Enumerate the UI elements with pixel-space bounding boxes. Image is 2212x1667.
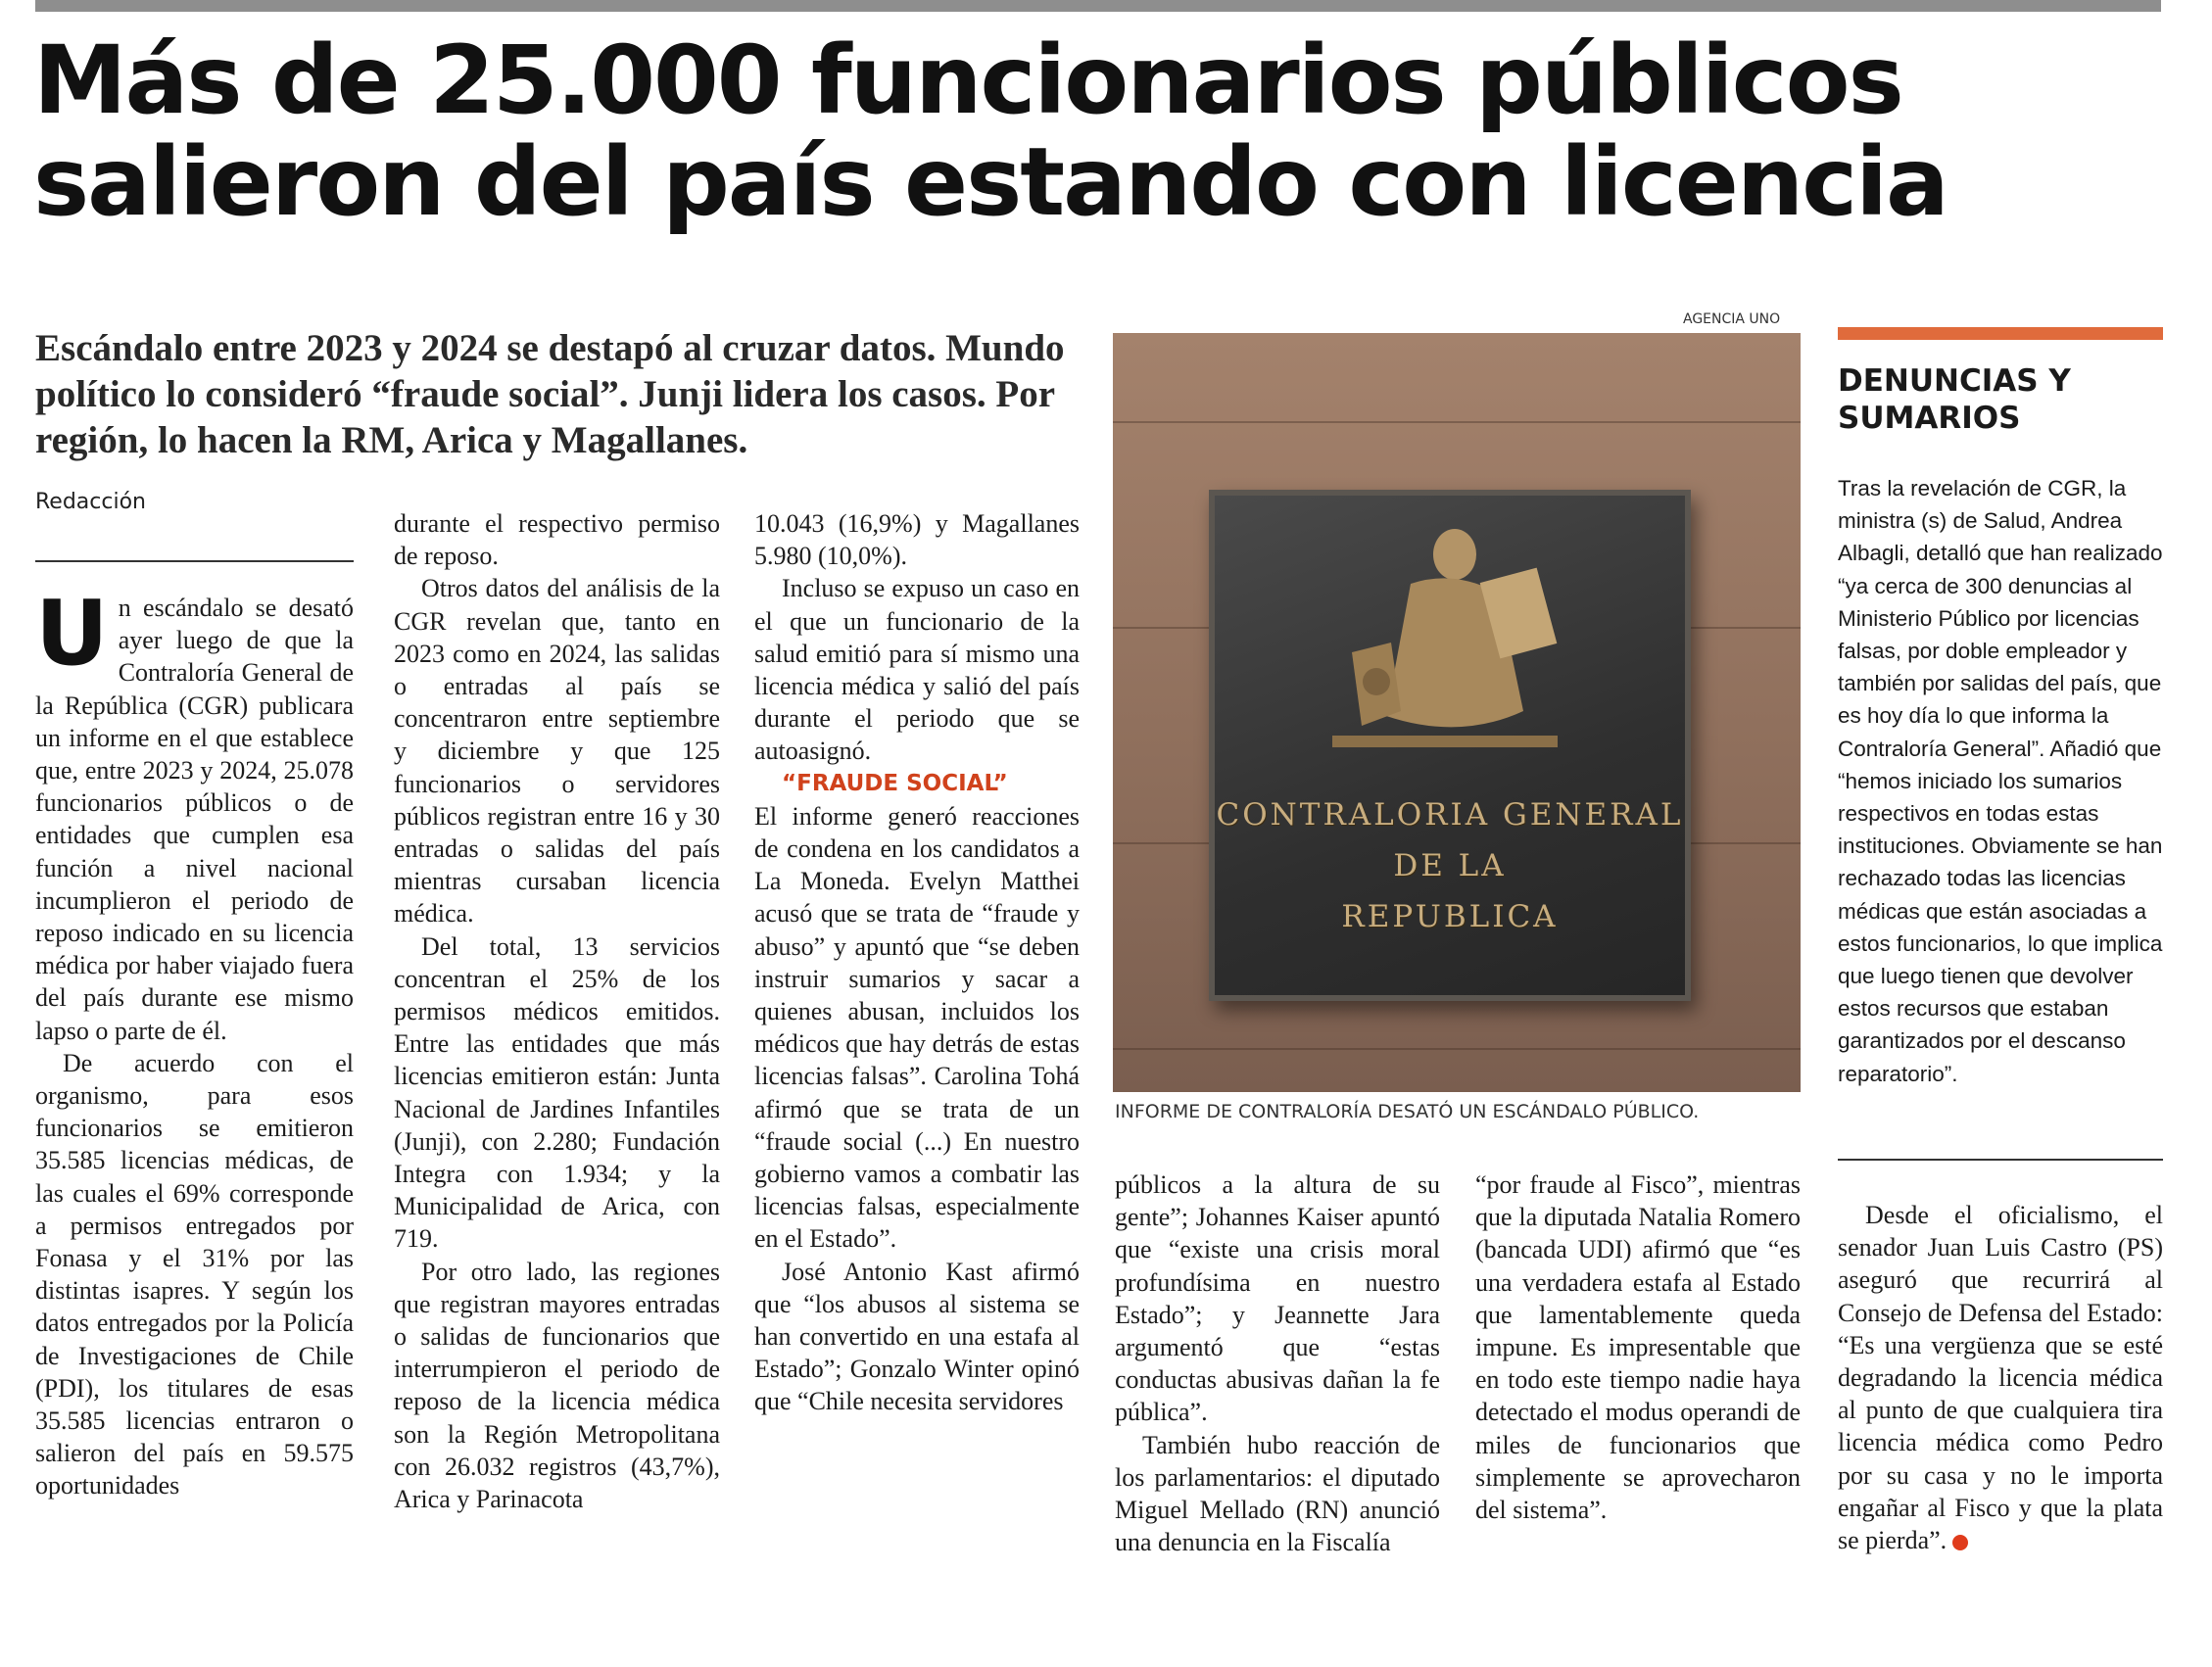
article-paragraph: Otros datos del análisis de la CGR revelan que, tanto en 2023 como en 2024, las salidas o entradas al país se concentraron entre septiembre y diciembre y que 125 funcionarios o servidores públicos registran entre 16 y 30 entradas o salidas del país mientras cursaban licencia médica. — [394, 574, 720, 929]
plaque-line: REPUBLICA — [1341, 899, 1559, 934]
sidebar-accent-bar — [1838, 327, 2163, 340]
top-rule — [35, 0, 2161, 12]
end-of-article-icon — [1952, 1535, 1968, 1550]
plaque-line: DE LA — [1393, 848, 1507, 883]
article-paragraph: “por fraude al Fisco”, mientras que la diputada Natalia Romero (bancada UDI) afirmó que “es una verdadera estafa al Estado que lamentablemente queda impune. Es impresentable que en todo este tiempo nadie haya detectado el modus operandi de miles de funcionarios que simplemente se aprovecharon del sistema”. — [1475, 1170, 1801, 1525]
article-paragraph: José Antonio Kast afirmó que “los abusos al sistema se han convertido en una estafa al Estado”; Gonzalo Winter opinó que “Chile necesita servidores — [754, 1257, 1080, 1416]
paragraph-text: Desde el oficialismo, el senador Juan Luis Castro (PS) aseguró que recurrirá al Consejo de Defensa del Estado: “Es una vergüenza que se esté degradando la licencia médica al punto de que cualquiera tira licencia médica como Pedro por su casa y no le importa engañar al Fisco y que la plata se pierda”. — [1838, 1201, 2163, 1555]
article-paragraph — [35, 581, 354, 1047]
article-column-3 — [754, 507, 1080, 1418]
paragraph-text: n escándalo se desató ayer luego de que la Contraloría General de la República (CGR) publicara un informe en el que establece que, entre 2023 y 2024, 25.078 funcionarios públicos o de entidades que cumplen esa función a nivel nacional incumplieron el periodo de reposo indicado en su licencia médica por haber viajado fuera del país durante ese mismo lapso o parte de él. — [35, 594, 354, 1045]
byline: Redacción — [35, 490, 146, 514]
article-column-6 — [1838, 1199, 2163, 1556]
article-paragraph: Del total, 13 servicios concentran el 25% de los permisos médicos emitidos. Entre las entidades que más licencias emitieron están: Junta Nacional de Jardines Infantiles (Junji), con 2.280; Fundación Integra con 1.934; y la Municipalidad de Arica, con 719. — [394, 931, 720, 1254]
plaque-line: CONTRALORIA GENERAL — [1216, 797, 1684, 833]
contraloria-plaque-photo — [1113, 333, 1801, 1092]
article-paragraph — [1838, 1199, 2163, 1556]
article-paragraph: públicos a la altura de su gente”; Johannes Kaiser apuntó que “existe una crisis moral profundísima en nuestro Estado”; y Jeannette Jara argumentó que “estas conductas abusivas dañan la fe pública”. — [1115, 1170, 1440, 1427]
article-paragraph: Por otro lado, las regiones que registran mayores entradas o salidas de funcionarios que interrumpieron el periodo de reposo de la licencia médica son la Región Metropolitana con 26.032 registros (43,7%), Arica y Parinacota — [394, 1257, 720, 1514]
stone-joint — [1113, 421, 1801, 423]
byline-divider — [35, 560, 354, 562]
article-paragraph: También hubo reacción de los parlamentarios: el diputado Miguel Mellado (RN) anunció una denuncia en la Fiscalía — [1115, 1430, 1440, 1557]
article-column-4 — [1115, 1168, 1440, 1558]
article-paragraph: 10.043 (16,9%) y Magallanes 5.980 (10,0%). — [754, 509, 1080, 571]
article-paragraph: durante el respectivo permiso de reposo. — [394, 509, 720, 571]
drop-cap: U — [35, 581, 109, 686]
bronze-plaque — [1209, 490, 1691, 1001]
plaque-inscription — [1215, 789, 1685, 942]
photo-credit: AGENCIA UNO — [1683, 311, 1781, 327]
sidebar-body: Tras la revelación de CGR, la ministra (s) de Salud, Andrea Albagli, detalló que han realizado “ya cerca de 300 denuncias al Ministerio Público por licencias falsas, por doble empleador y también por salidas del país, que es hoy día lo que informa la Contraloría General”. Añadió que “hemos iniciado los sumarios respectivos en todas estas instituciones. Obviamente se han rechazado todas las licencias médicas que están asociadas a estos funcionarios, lo que implica que luego tienen que devolver estos recursos que estaban garantizados por el descanso reparatorio”. — [1838, 476, 2163, 1086]
article-column-1 — [35, 581, 354, 1502]
article-paragraph: De acuerdo con el organismo, para esos funcionarios se emitieron 35.585 licencias médicas, de las cuales el 69% corresponde a permisos entregados por Fonasa y el 31% por las distintas isapres. Y según los datos entregados por la Policía de Investigaciones de Chile (PDI), los titulares de esas 35.585 licencias entraron o salieron del país en 59.575 oportunidades — [35, 1048, 354, 1500]
seated-figure-relief-icon — [1293, 515, 1587, 770]
article-column-5 — [1475, 1168, 1801, 1526]
stone-joint — [1113, 1048, 1801, 1050]
article-column-2 — [394, 507, 720, 1515]
article-paragraph: Incluso se expuso un caso en el que un funcionario de la salud emitió para sí mismo una licencia médica y salió del país durante el periodo que se autoasignó. — [754, 574, 1080, 766]
article-paragraph: El informe generó reacciones de condena en los candidatos a La Moneda. Evelyn Matthei acusó que se trata de “fraude y abuso” y apuntó que “se deben instruir sumarios y sacar a quienes abusan, incluidos los médicos que hay detrás de estas licencias falsas”. Carolina Tohá afirmó que se trata de un “fraude social (...) En nuestro gobierno vamos a combatir las licencias falsas, especialmente en el Estado”. — [754, 801, 1080, 1254]
section-subhead: “FRAUDE SOCIAL” — [782, 770, 1008, 796]
sidebar-title: DENUNCIAS Y SUMARIOS — [1838, 363, 2071, 436]
headline: Más de 25.000 funcionarios públicos salieron del país estando con licencia — [33, 25, 1948, 237]
photo-caption: INFORME DE CONTRALORÍA DESATÓ UN ESCÁNDALO PÚBLICO. — [1115, 1101, 1700, 1122]
deck-subtitle: Escándalo entre 2023 y 2024 se destapó al cruzar datos. Mundo político lo consideró “fraude social”. Junji lidera los casos. Por región, lo hacen la RM, Arica y Magallanes. — [35, 327, 1065, 461]
sidebar-divider — [1838, 1159, 2163, 1161]
